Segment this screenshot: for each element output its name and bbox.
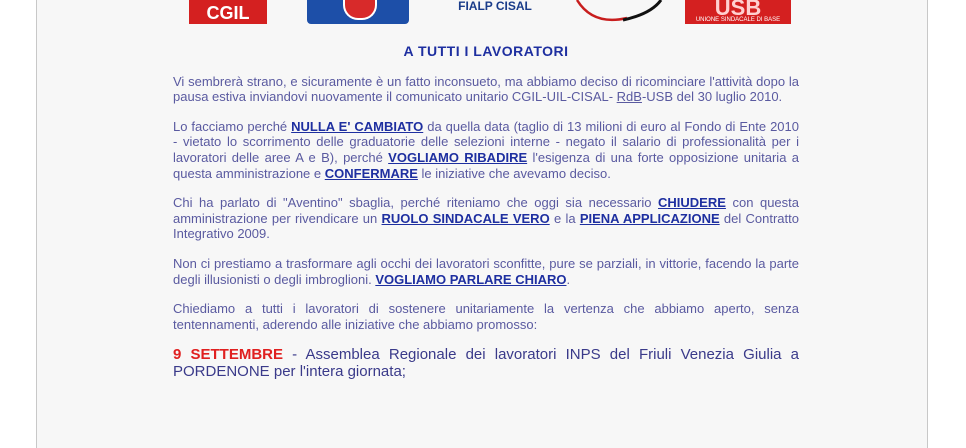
- emphasis-nulla-cambiato: NULLA E' CAMBIATO: [291, 118, 424, 134]
- usb-logo-subtext: UNIONE SINDACALE DI BASE: [695, 17, 781, 23]
- paragraph-1: Vi sembrerà strano, e sicuramente è un fatto inconsueto, ma abbiamo deciso di ricominciare l'attività dopo la pausa estiva inviandovi nuovamente il comunicato unitario CGIL-UIL-CISAL- RdB-USB del 30 luglio 2010.: [173, 73, 799, 105]
- emphasis-chiudere: CHIUDERE: [658, 195, 726, 211]
- paragraph-4: Non ci prestiamo a trasformare agli occhi dei lavoratori sconfitte, pure se parziali, in vittorie, facendo la parte degli illusionisti o degli imbroglioni. VOGLIAMO PARLARE CHIARO.: [173, 255, 799, 287]
- event-date: 9 SETTEMBRE: [173, 346, 284, 364]
- cgil-logo: CGIL: [189, 0, 267, 24]
- rdb-logo: [573, 0, 667, 24]
- emphasis-ruolo-sindacale: RUOLO SINDACALE VERO: [381, 210, 550, 226]
- paragraph-2: Lo facciamo perché NULLA E' CAMBIATO da quella data (taglio di 13 milioni di euro al Fondo di Ente 2010 - vietato lo scorrimento delle graduatorie delle selezioni interne - negato il salario di professionalità per i lavoratori delle aree A e B), perché VOGLIAMO RIBADIRE l'esigenza di una forte opposizione unitaria a questa amministrazione e CONFERMARE le iniziative che avevamo deciso.: [173, 118, 799, 181]
- paragraph-6: 9 SETTEMBRE - Assemblea Regionale dei lavoratori INPS del Friuli Venezia Giulia a PORDENONE per l'intera giornata;: [173, 346, 799, 381]
- paragraph-5: Chiediamo a tutti i lavoratori di sostenere unitariamente la vertenza che abbiamo aperto, senza tentennamenti, aderendo alle iniziative che abbiamo promosso:: [173, 301, 799, 332]
- letter-title: A TUTTI I LAVORATORI: [403, 43, 569, 59]
- usb-logo: [685, 0, 791, 24]
- usb-logo-text: USB: [714, 0, 762, 20]
- logo-strip: [37, 0, 927, 28]
- letter-body: [173, 44, 799, 394]
- emphasis-confermare: CONFERMARE: [324, 165, 418, 181]
- fialp-cisal-logo: FIALP CISAL: [458, 0, 532, 13]
- uil-logo: [307, 0, 409, 24]
- emphasis-piena-applicazione: PIENA APPLICAZIONE: [579, 210, 720, 226]
- emphasis-vogliamo-ribadire: VOGLIAMO RIBADIRE: [388, 149, 528, 165]
- emphasis-parlare-chiaro: VOGLIAMO PARLARE CHIARO: [375, 271, 567, 287]
- document-page: [36, 0, 928, 448]
- paragraph-3: Chi ha parlato di "Aventino" sbaglia, perché riteniamo che oggi sia necessario CHIUDERE con questa amministrazione per rivendicare un RUOLO SINDACALE VERO e la PIENA APPLICAZIONE del Contratto Integrativo 2009.: [173, 195, 800, 242]
